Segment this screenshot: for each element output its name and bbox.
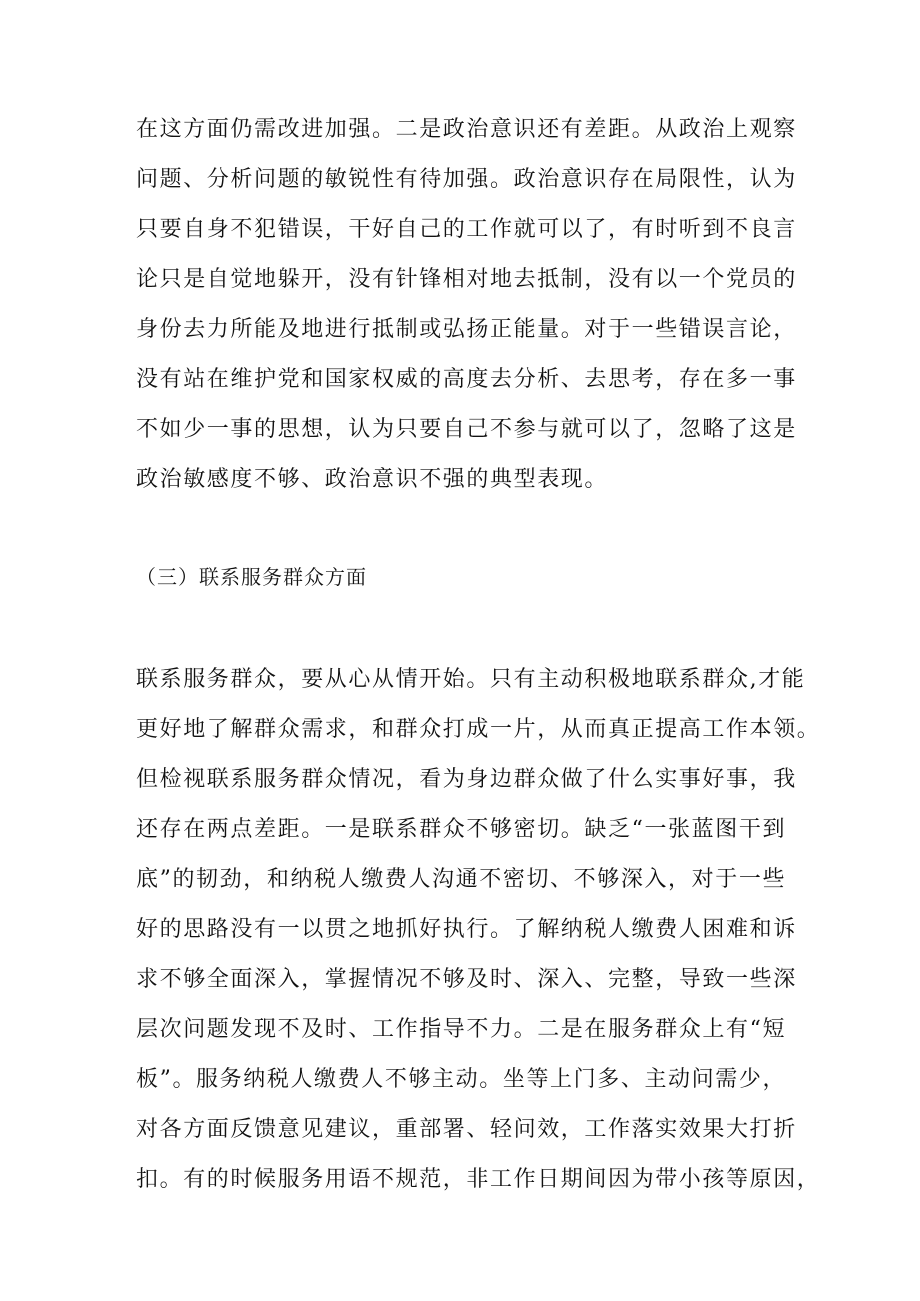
paragraph-line: 联系服务群众，要从心从情开始。只有主动积极地联系群众,才能 — [136, 667, 806, 692]
paragraph-line: 板”。服务纳税人缴费人不够主动。坐等上门多、主动问需少， — [136, 1067, 787, 1092]
paragraph-line: 只要自身不犯错误，干好自己的工作就可以了，有时听到不良言 — [136, 217, 797, 242]
paragraph-line: 问题、分析问题的敏锐性有待加强。政治意识存在局限性，认为 — [136, 167, 797, 192]
paragraph-line: 没有站在维护党和国家权威的高度去分析、去思考，存在多一事 — [136, 367, 797, 392]
paragraph-line: 但检视联系服务群众情况，看为身边群众做了什么实事好事，我 — [136, 767, 797, 792]
section-heading: （三）联系服务群众方面 — [136, 565, 367, 589]
paragraph-line: 不如少一事的思想，认为只要自己不参与就可以了，忽略了这是 — [136, 417, 797, 442]
paragraph-line: 还存在两点差距。一是联系群众不够密切。缺乏“一张蓝图干到 — [136, 817, 787, 842]
paragraph-line: 政治敏感度不够、政治意识不强的典型表现。 — [136, 467, 609, 492]
paragraph-line: 论只是自觉地躲开，没有针锋相对地去抵制，没有以一个党员的 — [136, 267, 797, 292]
paragraph-line: 身份去力所能及地进行抵制或弘扬正能量。对于一些错误言论， — [136, 317, 797, 342]
paragraph-line: 扣。有的时候服务用语不规范，非工作日期间因为带小孩等原因， — [136, 1167, 821, 1192]
paragraph-line: 在这方面仍需改进加强。二是政治意识还有差距。从政治上观察 — [136, 117, 797, 142]
paragraph-line: 更好地了解群众需求，和群众打成一片，从而真正提高工作本领。 — [136, 717, 821, 742]
paragraph-line: 好的思路没有一以贯之地抓好执行。了解纳税人缴费人困难和诉 — [136, 917, 797, 942]
paragraph-line: 对各方面反馈意见建议，重部署、轻问效，工作落实效果大打折 — [136, 1117, 797, 1142]
paragraph-line: 求不够全面深入，掌握情况不够及时、深入、完整，导致一些深 — [136, 967, 797, 992]
paragraph-line: 底”的韧劲，和纳税人缴费人沟通不密切、不够深入，对于一些 — [136, 867, 787, 892]
paragraph-line: 层次问题发现不及时、工作指导不力。二是在服务群众上有“短 — [136, 1017, 787, 1042]
